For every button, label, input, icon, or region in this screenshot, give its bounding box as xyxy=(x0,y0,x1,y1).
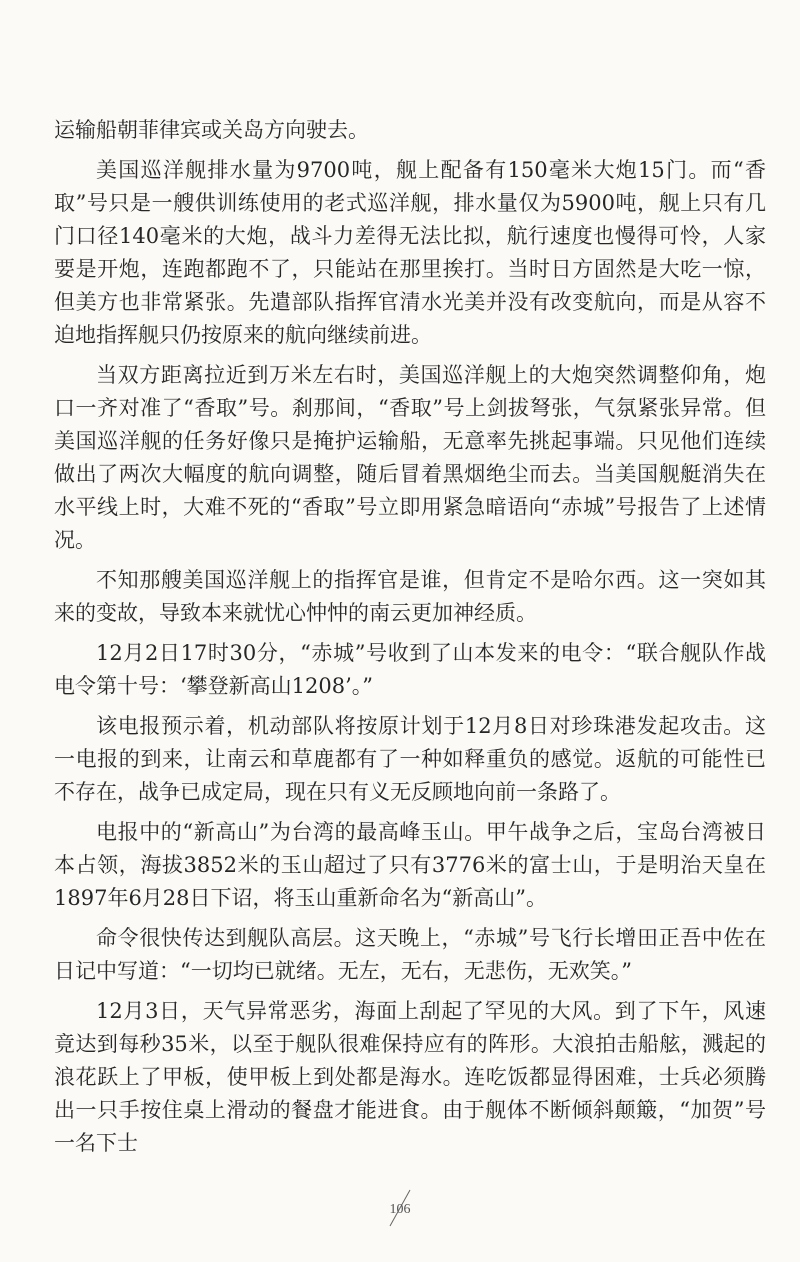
paragraph-3: 当双方距离拉近到万米左右时，美国巡洋舰上的大炮突然调整仰角，炮口一齐对准了“香取”号。刹那间，“香取”号上剑拔弩张，气氛紧张异常。但美国巡洋舰的任务好像只是掩护运输船，无意率先挑起事端。只见他们连续做出了两次大幅度的航向调整，随后冒着黑烟绝尘而去。当美国舰艇消失在水平线上时，大难不死的“香取”号立即用紧急暗语向“赤城”号报告了上述情况。 xyxy=(54,363,766,552)
paragraph-8: 命令很快传达到舰队高层。这天晚上，“赤城”号飞行长增田正吾中佐在日记中写道：“一切均已就绪。无左，无右，无悲伤，无欢笑。” xyxy=(54,926,766,983)
page-footer xyxy=(0,1188,800,1228)
paragraph-1: 运输船朝菲律宾或关岛方向驶去。 xyxy=(54,118,369,142)
paragraph-6: 该电报预示着，机动部队将按原计划于12月8日对珍珠港发起攻击。这一电报的到来，让南云和草鹿都有了一种如释重负的感觉。返航的可能性已不存在，战争已成定局，现在只有义无反顾地向前一条路了。 xyxy=(54,714,766,804)
paragraph-2: 美国巡洋舰排水量为9700吨，舰上配备有150毫米大炮15门。而“香取”号只是一艘供训练使用的老式巡洋舰，排水量仅为5900吨，舰上只有几门口径140毫米的大炮，战斗力差得无法比拟，航行速度也慢得可怜，人家要是开炮，连跑都跑不了，只能站在那里挨打。当时日方固然是大吃一惊，但美方也非常紧张。先遣部队指挥官清水光美并没有改变航向，而是从容不迫地指挥舰只仍按原来的航向继续前进。 xyxy=(54,158,766,347)
paragraph-7: 电报中的“新高山”为台湾的最高峰玉山。甲午战争之后，宝岛台湾被日本占领，海拔3852米的玉山超过了只有3776米的富士山，于是明治天皇在1897年6月28日下诏，将玉山重新命名为“新高山”。 xyxy=(54,820,766,910)
page-number: 106 xyxy=(389,1202,411,1217)
paragraph-5: 12月2日17时30分，“赤城”号收到了山本发来的电令：“联合舰队作战电令第十号：‘攀登新高山1208’。” xyxy=(54,641,766,698)
paragraph-4: 不知那艘美国巡洋舰上的指挥官是谁，但肯定不是哈尔西。这一突如其来的变故，导致本来就忧心忡忡的南云更加神经质。 xyxy=(54,568,766,625)
paragraph-9: 12月3日，天气异常恶劣，海面上刮起了罕见的大风。到了下午，风速竟达到每秒35米，以至于舰队很难保持应有的阵形。大浪拍击船舷，溅起的浪花跃上了甲板，使甲板上到处都是海水。连吃饭都显得困难，士兵必须腾出一只手按住桌上滑动的餐盘才能进食。由于舰体不断倾斜颠簸，“加贺”号一名下士 xyxy=(54,999,766,1155)
body-text xyxy=(54,114,766,1167)
